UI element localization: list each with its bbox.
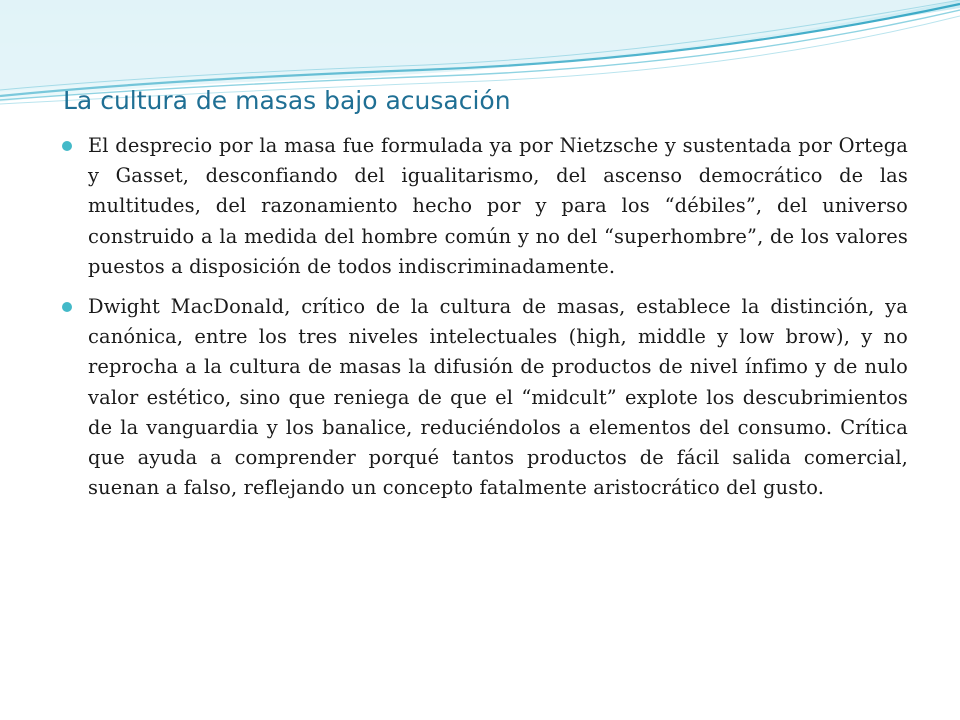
- bullet-text: Dwight MacDonald, crítico de la cultura de masas, establece la distinción, ya canónica, entre los tres niveles intelectuales (high, middle y low brow), y no reprocha a la cultura de masas la difusión de productos de nivel ínfimo y de nulo valor estético, sino que reniega de que el “midcult” explote los descubrimientos de la vanguardia y los banalice, reduciéndolos a elementos del consumo. Crítica que ayuda a comprender porqué tantos productos de fácil salida comercial, suenan a falso, reflejando un concepto fatalmente aristocrático del gusto.: [88, 295, 908, 500]
- bullet-text: El desprecio por la masa fue formulada ya por Nietzsche y sustentada por Ortega y Gasset, desconfiando del igualitarismo, del ascenso democrático de las multitudes, del razonamiento hecho por y para los “débiles”, del universo construido a la medida del hombre común y no del “superhombre”, de los valores puestos a disposición de todos indiscriminadamente.: [88, 134, 908, 278]
- bullet-list: [62, 131, 908, 513]
- list-item: [62, 292, 908, 503]
- bullet-dot-icon: [62, 141, 72, 151]
- list-item: [62, 131, 908, 282]
- bullet-dot-icon: [62, 302, 72, 312]
- slide-title: La cultura de masas bajo acusación: [63, 86, 511, 115]
